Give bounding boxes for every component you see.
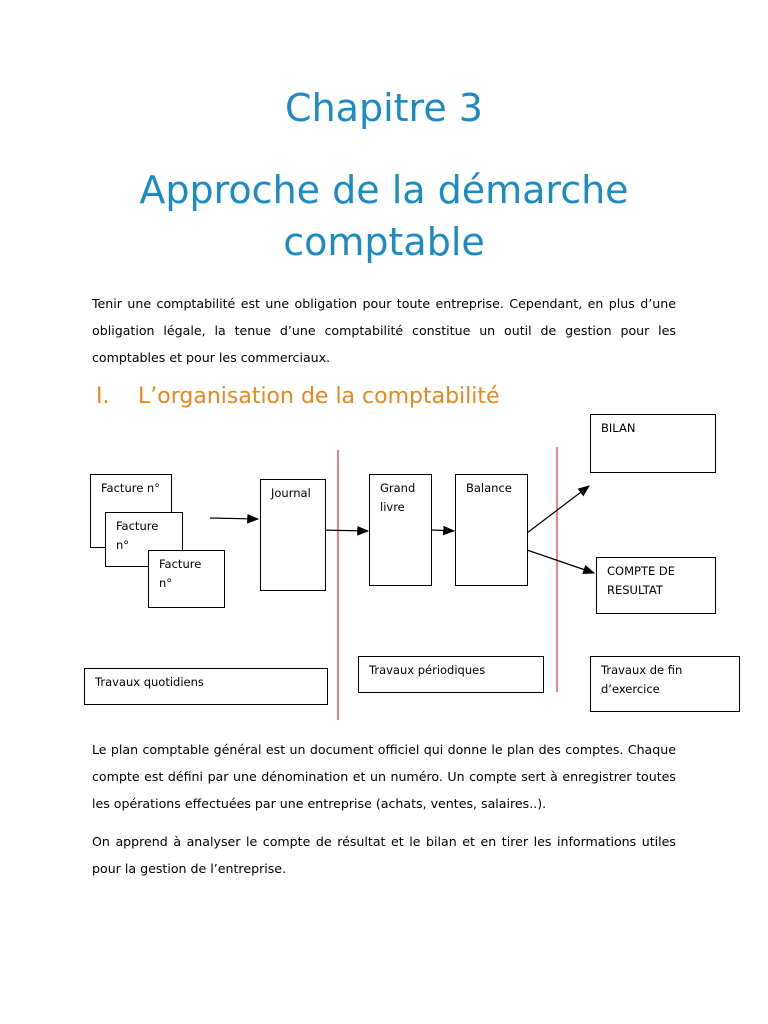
paragraph-analyse: On apprend à analyser le compte de résultat et le bilan et en tirer les informations utiles pour la gestion de l’entreprise. (92, 834, 676, 876)
section-number: I. (96, 384, 110, 409)
section-heading (96, 384, 500, 409)
balance-box (455, 474, 528, 586)
compte-resultat-label: COMPTE DE RESULTAT (607, 564, 676, 597)
page-title-line-2: comptable (283, 220, 485, 264)
facture-label-2: Facture n° (116, 519, 159, 552)
journal-label: Journal (271, 486, 311, 500)
grand-livre-box (369, 474, 432, 586)
grand-livre-label: Grand livre (380, 481, 416, 514)
intro-paragraph: Tenir une comptabilité est une obligation pour toute entreprise. Cependant, en plus d’une obligation légale, la tenue d’une comptabilité constitue un outil de gestion pour les comptables et pour les commerciaux. (92, 296, 676, 365)
section-title: L’organisation de la comptabilité (138, 384, 500, 409)
travaux-fin-label: Travaux de fin d’exercice (601, 663, 683, 696)
journal-box (260, 479, 326, 591)
arrow-factures-journal (210, 518, 258, 519)
travaux-quotidiens-label: Travaux quotidiens (95, 675, 204, 689)
facture-box-3 (148, 550, 225, 608)
arrow-balance-compte-resultat (527, 550, 594, 573)
travaux-periodiques-label: Travaux périodiques (369, 663, 486, 677)
arrow-grandlivre-balance (432, 530, 454, 531)
arrow-journal-grandlivre (320, 530, 368, 531)
paragraph-plan-comptable: Le plan comptable général est un document officiel qui donne le plan des comptes. Chaque compte est défini par une dénomination et un numéro. Un compte sert à enregistrer toutes les opérations effectuées par une entreprise (achats, ventes, salaires..). (92, 742, 676, 811)
page-title-line-1: Approche de la démarche (139, 168, 629, 212)
travaux-quotidiens-box (84, 668, 328, 705)
compte-resultat-box (596, 557, 716, 614)
bilan-box (590, 414, 716, 473)
facture-label-1: Facture n° (101, 481, 160, 495)
bilan-label: BILAN (601, 421, 636, 435)
travaux-fin-box (590, 656, 740, 712)
balance-label: Balance (466, 481, 512, 495)
facture-label-3: Facture n° (159, 557, 202, 590)
chapter-title: Chapitre 3 (285, 86, 483, 130)
arrow-balance-bilan (527, 486, 589, 533)
travaux-periodiques-box (358, 656, 544, 693)
